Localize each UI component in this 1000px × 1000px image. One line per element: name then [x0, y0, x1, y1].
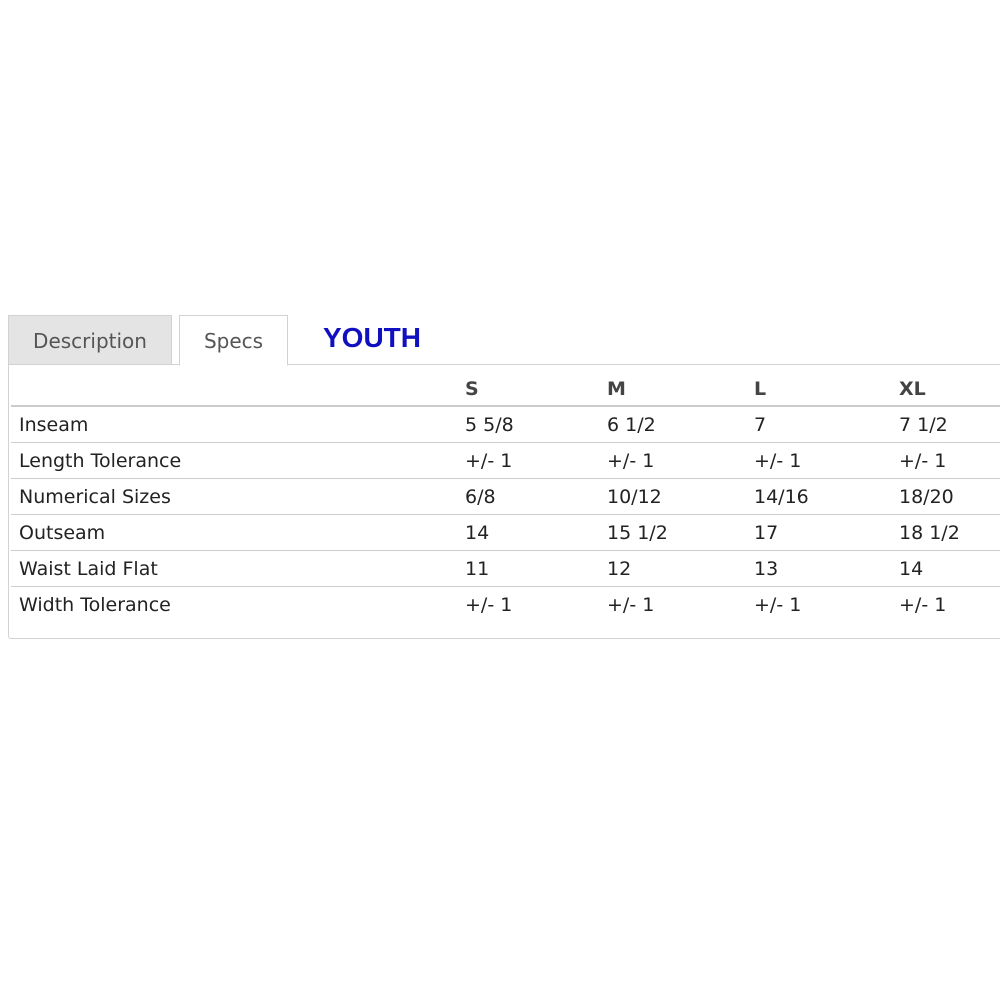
cell-value: +/- 1: [465, 593, 513, 616]
specs-panel: [8, 364, 1000, 639]
cell-value: +/- 1: [891, 443, 1000, 479]
cell-value: +/- 1: [607, 593, 655, 616]
row-label: Outseam: [11, 515, 457, 551]
cell-value: +/- 1: [746, 443, 891, 479]
header-cell-s: S: [457, 373, 599, 406]
header-cell-m: M: [599, 373, 746, 406]
size-chart-table: [11, 373, 1000, 622]
header-cell-blank: [11, 373, 457, 406]
cell-value: 6 1/2: [599, 406, 746, 443]
row-label: Numerical Sizes: [11, 479, 457, 515]
cell-value: +/- 1: [754, 593, 802, 616]
cell-value: 6/8: [457, 479, 599, 515]
cell-value: 10/12: [599, 479, 746, 515]
table-row: [11, 551, 1000, 587]
cell-value: 12: [599, 551, 746, 587]
cell-value: +/- 1: [599, 443, 746, 479]
row-label: Width Tolerance: [19, 593, 171, 616]
cell-value: 17: [746, 515, 891, 551]
table-row: [11, 406, 1000, 443]
tab-description[interactable]: Description: [8, 315, 172, 365]
table-row: [11, 587, 1000, 623]
table-row: [11, 443, 1000, 479]
cell-value: 14: [457, 515, 599, 551]
row-label: Length Tolerance: [11, 443, 457, 479]
youth-heading: YOUTH: [323, 322, 421, 353]
header-cell-l: L: [746, 373, 891, 406]
cell-value: 13: [746, 551, 891, 587]
cell-value: 18/20: [891, 479, 1000, 515]
cell-value: 7: [746, 406, 891, 443]
table-header-row: [11, 373, 1000, 406]
row-label: Waist Laid Flat: [11, 551, 457, 587]
cell-value: +/- 1: [899, 593, 947, 616]
table-row: [11, 479, 1000, 515]
header-cell-xl: XL: [891, 373, 1000, 406]
row-label: Inseam: [11, 406, 457, 443]
cell-value: 18 1/2: [891, 515, 1000, 551]
cell-value: 14: [891, 551, 1000, 587]
cell-value: 5 5/8: [457, 406, 599, 443]
cell-value: 14/16: [746, 479, 891, 515]
cell-value: 15 1/2: [599, 515, 746, 551]
cell-value: 7 1/2: [891, 406, 1000, 443]
cell-value: 11: [457, 551, 599, 587]
cell-value: +/- 1: [457, 443, 599, 479]
table-row: [11, 515, 1000, 551]
tab-specs[interactable]: Specs: [179, 315, 288, 366]
